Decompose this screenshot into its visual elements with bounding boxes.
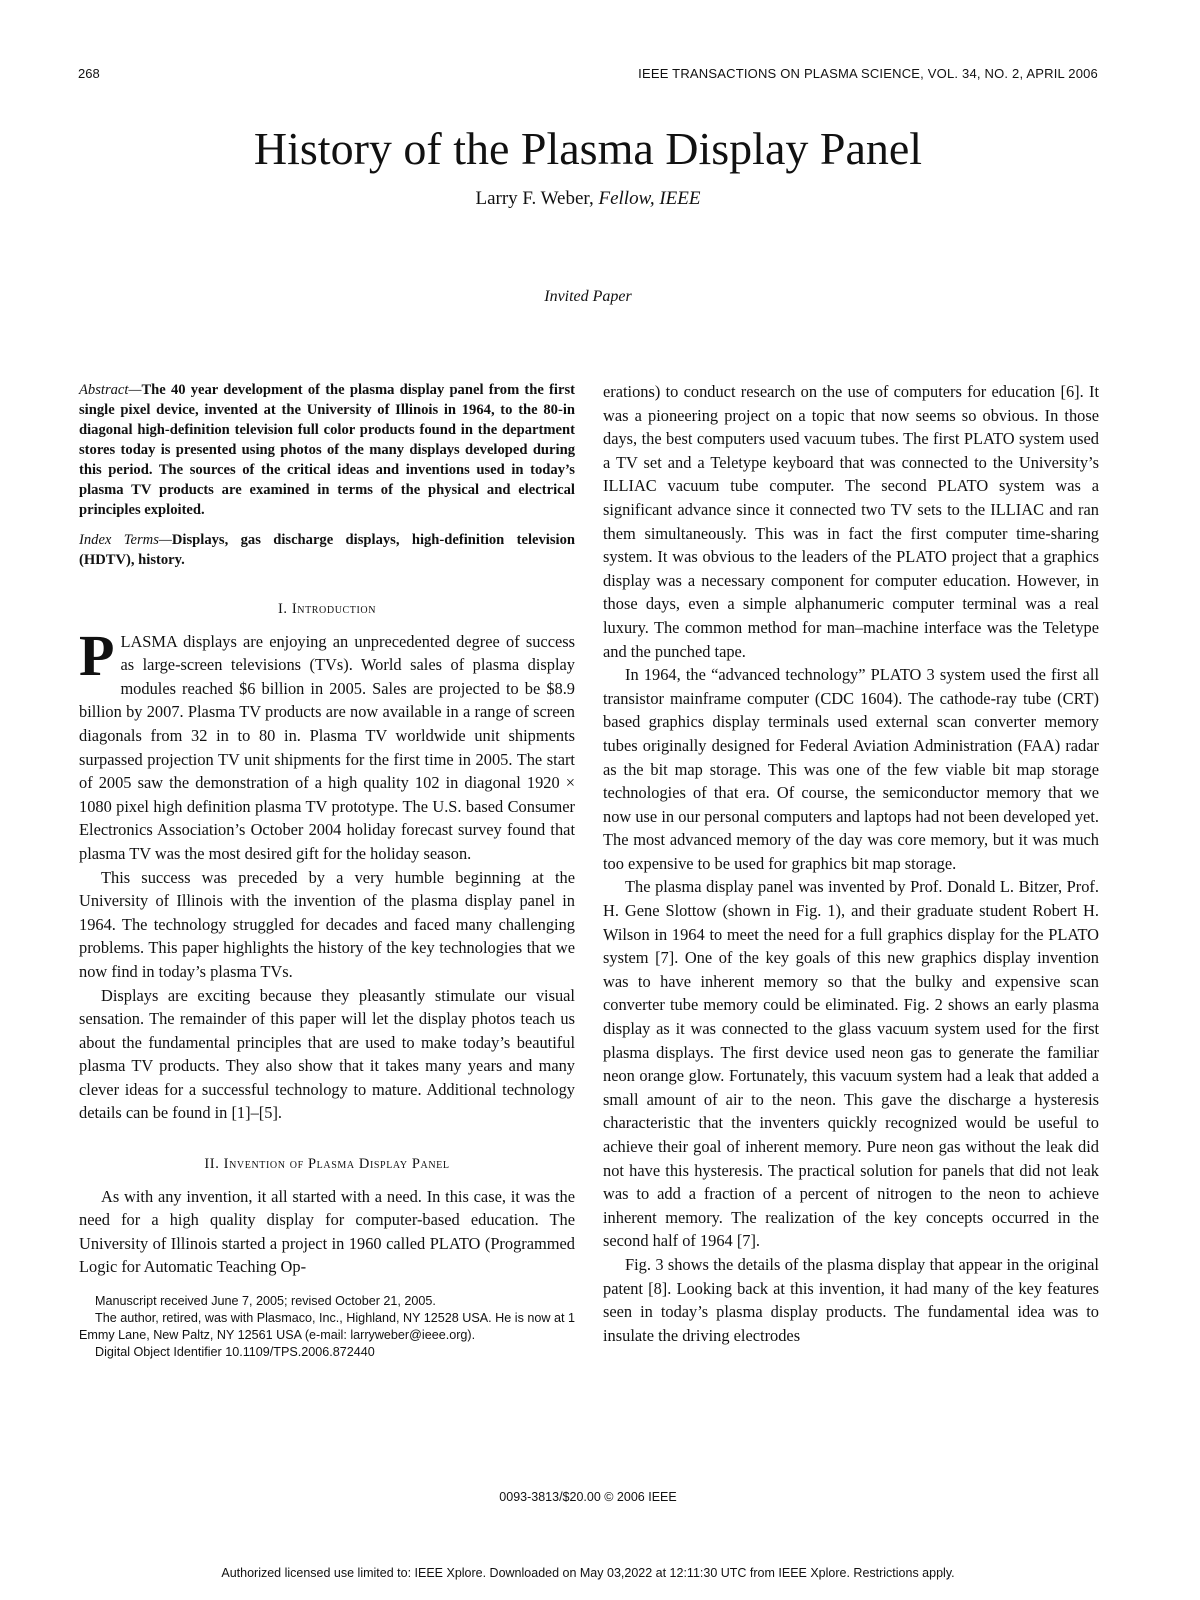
abstract-text: The 40 year development of the plasma display panel from the first single pixel device, invented at the University of Illinois in 1964, to the 80-in diagonal high-definition television full color products found in the department stores today is presented using photos of the many displays developed during this period. The sources of the critical ideas and inventions used in today’s plasma TV products are examined in terms of the physical and electrical principles exploited. <box>79 382 575 518</box>
author-line <box>0 188 1176 210</box>
license-line: Authorized licensed use limited to: IEEE Xplore. Downloaded on May 03,2022 at 12:11:30 UTC from IEEE Xplore. Restrictions apply. <box>221 1566 955 1580</box>
drop-cap: P <box>79 622 115 688</box>
right-paragraph-0: erations) to conduct research on the use of computers for education [6]. It was a pioneering project on a topic that now seems so obvious. In those days, the best computers used vacuum tubes. The first PLATO system used a TV set and a Teletype keyboard that was connected to the University’s ILLIAC vacuum tube computer. The second PLATO system was a significant advance since it connected two TV sets to the ILLIAC and ran them simultaneously. This was in fact the first computer time-sharing system. It was obvious to the leaders of the PLATO project that a graphics display was a necessary component for computer education. However, in those days, even a simple alphanumeric computer terminal was a real luxury. The common method for man–machine interface was the Teletype and the punched tape. <box>603 382 1099 661</box>
section-heading-introduction: I. Introduction <box>277 601 377 617</box>
paper-title: History of the Plasma Display Panel <box>253 123 923 174</box>
footnote-author: The author, retired, was with Plasmaco, Inc., Highland, NY 12528 USA. He is now at 1 Emmy Lane, New Paltz, NY 12561 USA (e-mail: larryweber@ieee.org). <box>79 1311 575 1343</box>
intro-paragraph-1-text: LASMA displays are enjoying an unprecedented degree of success as large-screen televisions (TVs). World sales of plasma display modules reached $6 billion in 2005. Sales are projected to be $8.9 billion by 2007. Plasma TV products are now available in a range of screen diagonals from 32 in to 80 in. Plasma TV worldwide unit shipments surpassed projection TV unit shipments for the first time in 2005. The start of 2005 saw the demonstration of a high quality 102 in diagonal 1920 × 1080 pixel high definition plasma TV prototype. The U.S. based Consumer Electronics Association’s October 2004 holiday forecast survey found that plasma TV was the most desired gift for the holiday season. <box>79 631 575 863</box>
abstract <box>79 380 575 520</box>
footnote-received: Manuscript received June 7, 2005; revised October 21, 2005. <box>95 1294 436 1309</box>
right-paragraph-2: The plasma display panel was invented by Prof. Donald L. Bitzer, Prof. H. Gene Slottow (shown in Fig. 1), and their graduate student Robert H. Wilson in 1964 to meet the need for a full graphics display for the PLATO system [7]. One of the key goals of this new graphics display invention was to have inherent memory so that the bulky and expensive scan converter tube memory could be eliminated. Fig. 2 shows an early plasma display as it was connected to the glass vacuum system used for the first plasma displays. The first device used neon gas to generate the familiar neon orange glow. Fortunately, this vacuum system had a leak that added a small amount of air to the neon. This gave the discharge a hysteresis characteristic that the inventers quickly recognized would be useful to achieve their goal of inherent memory. Pure neon gas without the leak did not have this hysteresis. The practical solution for panels that did not leak was to add a fraction of a percent of nitrogen to the neon to achieve inherent memory. The realization of the key concepts occurred in the second half of 1964 [7]. <box>603 877 1099 1251</box>
footnotes <box>79 1293 575 1361</box>
author-affiliation: Fellow, IEEE <box>598 188 701 209</box>
journal-header: IEEE TRANSACTIONS ON PLASMA SCIENCE, VOL. 34, NO. 2, APRIL 2006 <box>638 66 1098 81</box>
page-number: 268 <box>78 66 100 81</box>
intro-paragraph-3: Displays are exciting because they pleasantly stimulate our visual sensation. The remainder of this paper will let the display photos teach us about the fundamental principles that are used to make today’s beautiful plasma TV products. They also show that it takes many years and many clever ideas for a successful technology to mature. Additional technology details can be found in [1]–[5]. <box>79 985 575 1123</box>
right-column <box>603 380 1099 1347</box>
intro-paragraph-1 <box>79 622 575 866</box>
author-name: Larry F. Weber, <box>475 188 594 209</box>
abstract-lead: Abstract— <box>79 382 142 398</box>
section-heading-invention: II. Invention of Plasma Display Panel <box>204 1156 450 1173</box>
right-paragraph-1: In 1964, the “advanced technology” PLATO 3 system used the first all transistor mainframe computer (CDC 1604). The cathode-ray tube (CRT) based graphics display terminals used external scan converter memory tubes originally designed for Federal Aviation Administration (FAA) radar as the bit map storage. This was one of the few viable bit map storage technologies of that era. Of course, the semiconductor memory that we now use in our personal computers and laptops had not been developed yet. The most advanced memory of the day was core memory, but it was much too expensive to be used for graphics bit map storage. <box>603 665 1099 873</box>
invention-paragraph-1: As with any invention, it all started with a need. In this case, it was the need for a high quality display for computer-based education. The University of Illinois started a project in 1960 called PLATO (Programmed Logic for Automatic Teaching Op- <box>79 1186 575 1277</box>
intro-paragraph-2: This success was preceded by a very humble beginning at the University of Illinois with the invention of the plasma display panel in 1964. The technology struggled for decades and faced many challenging problems. This paper highlights the history of the key technologies that we now find in today’s plasma TVs. <box>79 867 575 981</box>
right-paragraph-3: Fig. 3 shows the details of the plasma display that appear in the original patent [8]. Looking back at this invention, it had many of the key features seen in today’s plasma display products. The fundamental idea was to insulate the driving electrodes <box>603 1254 1099 1345</box>
index-terms-text: Displays, gas discharge displays, high-definition television (HDTV), history. <box>79 532 576 568</box>
left-column <box>79 380 575 1361</box>
index-terms <box>79 530 575 570</box>
paper-type: Invited Paper <box>544 288 632 305</box>
footnote-doi: Digital Object Identifier 10.1109/TPS.2006.872440 <box>95 1345 375 1360</box>
copyright-line: 0093-3813/$20.00 © 2006 IEEE <box>499 1490 677 1504</box>
index-terms-lead: Index Terms— <box>79 532 172 548</box>
